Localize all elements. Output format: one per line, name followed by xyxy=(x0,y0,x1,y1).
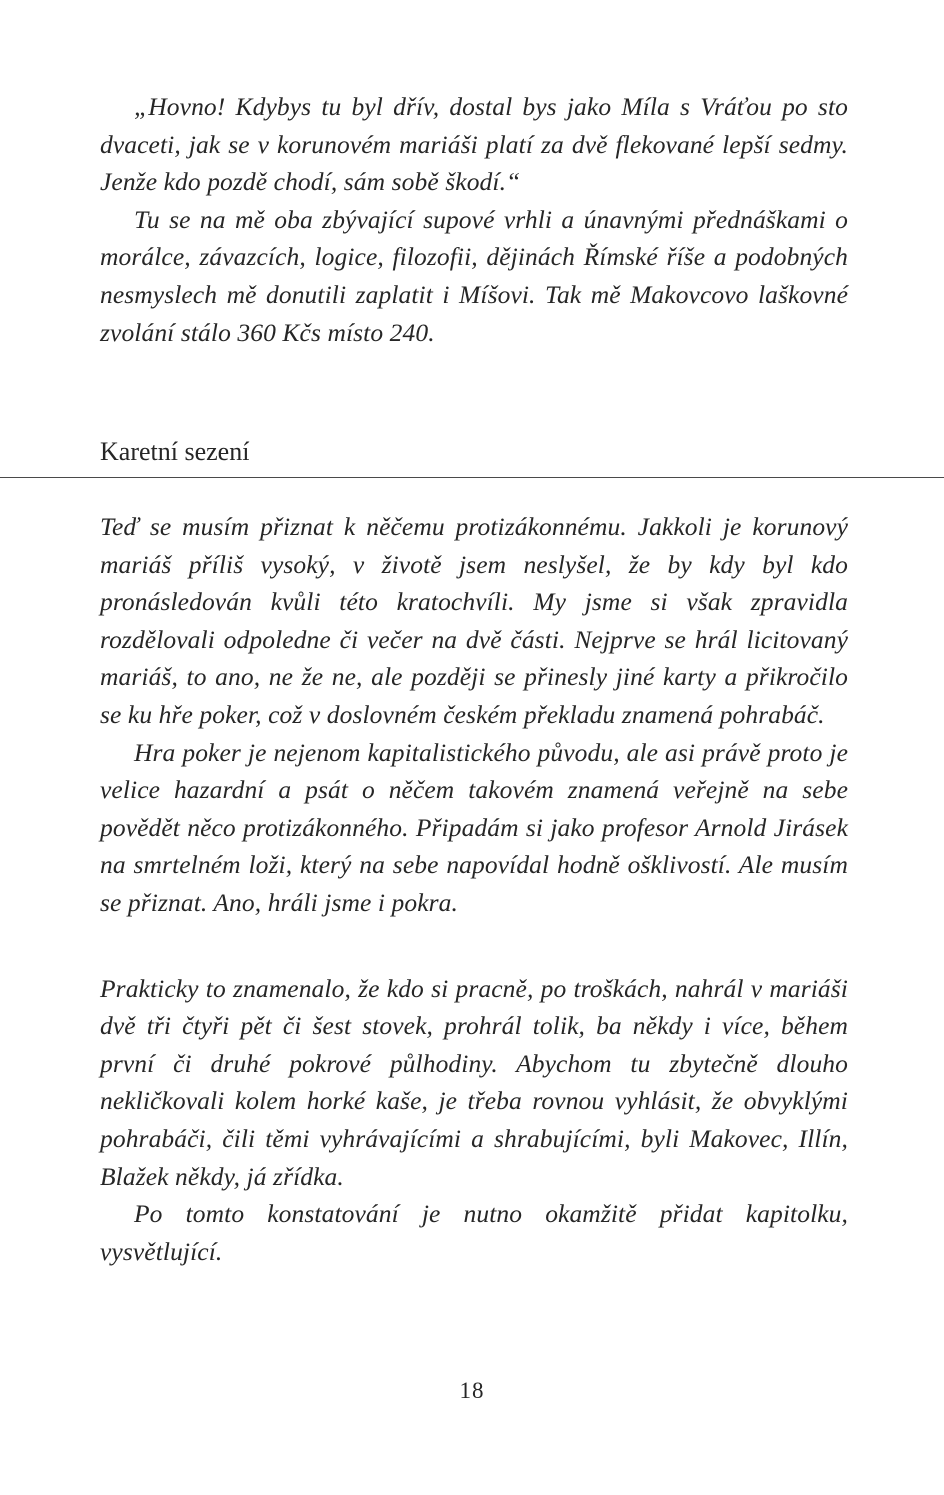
section-divider-rule xyxy=(0,477,944,478)
intro-section xyxy=(100,88,848,351)
body-section xyxy=(100,508,848,1270)
paragraph: Prakticky to znamenalo, že kdo si pracně, po troškách, nahrál v mariáši dvě tři čtyři pět či šest stovek, prohrál tolik, ba někdy i více, během první či druhé pokrové půlhodiny. Abychom tu zbytečně dlouho nekličkovali kolem horké kaše, je třeba rovnou vyhlásit, že obvyklými pohrabáči, čili těmi vyhrávajícími a shrabujícími, byli Makovec, Illín, Blažek někdy, já zřídka. xyxy=(100,973,848,1191)
section-heading: Karetní sezení xyxy=(100,437,250,466)
paragraph-quote: „Hovno! Kdybys tu byl dřív, dostal bys jako Míla s Vráťou po sto dvaceti, jak se v korunovém mariáši platí za dvě flekované lepší sedmy. Jenže kdo pozdě chodí, sám sobě škodí.“ xyxy=(100,92,848,197)
paragraph: Hra poker je nejenom kapitalistického původu, ale asi právě proto je velice hazardní a psát o něčem takovém znamená veřejně na sebe povědět něco protizákonného. Připadám si jako profesor Arnold Jirásek na smrtelném loži, který na sebe napovídal hodně ošklivostí. Ale musím se přiznat. Ano, hráli jsme i pokra. xyxy=(100,737,848,917)
paragraph: Teď se musím přiznat k něčemu protizákonnému. Jakkoli je korunový mariáš příliš vysoký, v životě jsem neslyšel, že by kdy byl kdo pronásledován kvůli této kratochvíli. My jsme si však zpravidla rozdělovali odpoledne či večer na dvě části. Nejprve se hrál licitovaný mariáš, to ano, ne že ne, ale později se přinesly jiné karty a přikročilo se ku hře poker, což v doslovném českém překladu znamená pohrabáč. xyxy=(100,512,848,729)
paragraph: Tu se na mě oba zbývající supové vrhli a únavnými přednáškami o morálce, závazcích, logice, filozofii, dějinách Římské říše a podobných nesmyslech mě donutili zaplatit i Míšovi. Tak mě Makovcovo laškovné zvolání stálo 360 Kčs místo 240. xyxy=(100,204,848,347)
page-number: 18 xyxy=(459,1378,485,1403)
paragraph: Po tomto konstatování je nutno okamžitě přidat kapitolku, vysvětlující. xyxy=(100,1199,848,1266)
